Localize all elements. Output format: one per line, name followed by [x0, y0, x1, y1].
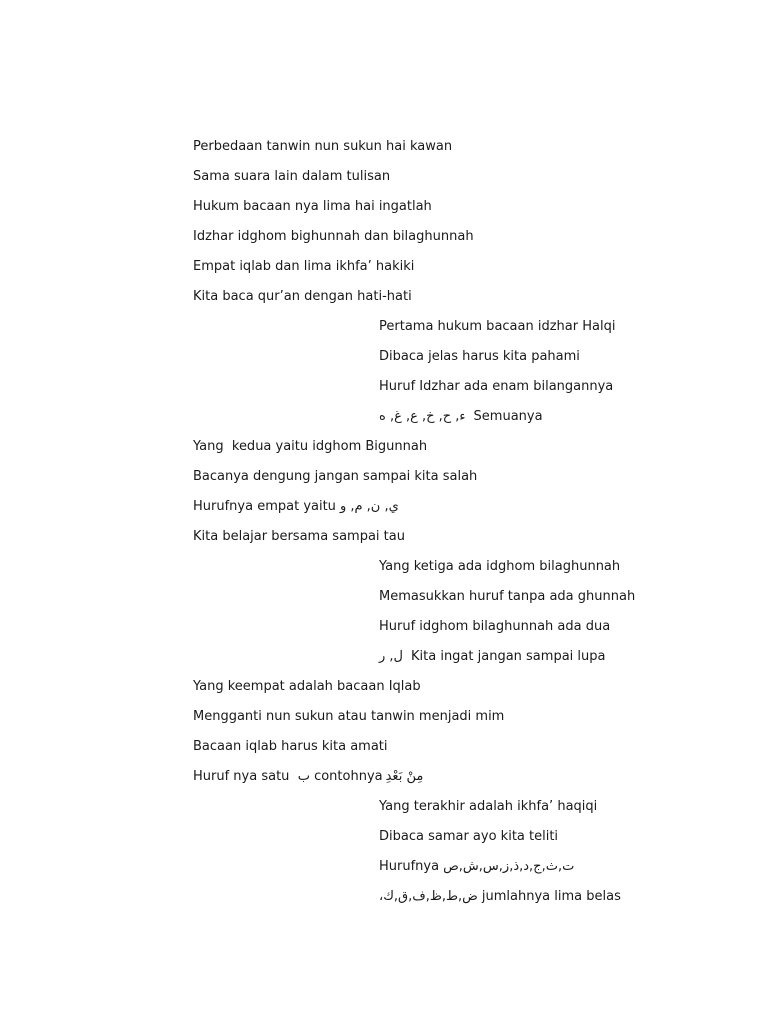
lyric-line — [0, 737, 768, 767]
lyric-line — [0, 227, 768, 257]
line-text: Bacaan iqlab harus kita amati — [193, 739, 388, 754]
line-text: Sama suara lain dalam tulisan — [193, 169, 391, 184]
line-text: Huruf Idzhar ada enam bilangannya — [379, 379, 614, 394]
lyric-line — [0, 707, 768, 737]
arabic-letters: ل, ر — [379, 649, 403, 664]
lyric-line — [0, 377, 768, 407]
line-text: Dibaca jelas harus kita pahami — [379, 349, 580, 364]
line-text: Yang kedua yaitu idghom Bigunnah — [193, 439, 428, 454]
line-text: jumlahnya lima belas — [481, 889, 621, 904]
lyric-line — [0, 407, 768, 437]
lyric-line — [0, 437, 768, 467]
line-text: Semuanya — [473, 409, 543, 424]
line-text: Yang terakhir adalah ikhfa’ haqiqi — [379, 799, 598, 814]
line-text: Yang ketiga ada idghom bilaghunnah — [379, 559, 621, 574]
line-text: Pertama hukum bacaan idzhar Halqi — [379, 319, 616, 334]
lyric-line — [0, 527, 768, 557]
lyric-line — [0, 827, 768, 857]
lyric-line — [0, 647, 768, 677]
lyric-line — [0, 317, 768, 347]
line-text: Yang keempat adalah bacaan Iqlab — [193, 679, 421, 694]
lyrics-body — [0, 137, 768, 917]
lyric-line — [0, 167, 768, 197]
line-text: Mengganti nun sukun atau tanwin menjadi mim — [193, 709, 505, 724]
lyric-line — [0, 257, 768, 287]
line-text: Huruf nya satu ب contohnya — [193, 769, 383, 784]
arabic-letters: ض,ط,ظ,ف,ق,ك، — [379, 889, 478, 904]
line-text: Kita ingat jangan sampai lupa — [411, 649, 606, 664]
line-text: Memasukkan huruf tanpa ada ghunnah — [379, 589, 636, 604]
line-text: Kita baca qur’an dengan hati-hati — [193, 289, 412, 304]
line-text: Idzhar idghom bighunnah dan bilaghunnah — [193, 229, 474, 244]
line-text: Bacanya dengung jangan sampai kita salah — [193, 469, 478, 484]
line-text: Huruf idghom bilaghunnah ada dua — [379, 619, 611, 634]
lyric-line — [0, 137, 768, 167]
line-text: Kita belajar bersama sampai tau — [193, 529, 405, 544]
lyric-line — [0, 797, 768, 827]
lyric-line — [0, 287, 768, 317]
line-text: Hurufnya empat yaitu — [193, 499, 336, 514]
arabic-letters: ت,ث,ج,د,ذ,ز,س,ش,ص — [443, 859, 575, 874]
lyric-line — [0, 677, 768, 707]
lyric-line — [0, 497, 768, 527]
lyric-line — [0, 347, 768, 377]
arabic-letters: ي, ن, م, و — [339, 499, 399, 514]
line-text: Perbedaan tanwin nun sukun hai kawan — [193, 139, 453, 154]
line-text: Dibaca samar ayo kita teliti — [379, 829, 559, 844]
lyric-line — [0, 857, 768, 887]
lyric-line — [0, 557, 768, 587]
lyric-line — [0, 467, 768, 497]
arabic-letters: ء, ح, خ, ع, غ, ه — [379, 409, 466, 424]
lyric-line — [0, 617, 768, 647]
lyric-line — [0, 887, 768, 917]
lyric-line — [0, 767, 768, 797]
lyric-line — [0, 197, 768, 227]
line-text: Hurufnya — [379, 859, 440, 874]
arabic-example: مِنْ بَعْدِ — [385, 769, 424, 784]
line-text: Empat iqlab dan lima ikhfa’ hakiki — [193, 259, 415, 274]
lyric-line — [0, 587, 768, 617]
line-text: Hukum bacaan nya lima hai ingatlah — [193, 199, 432, 214]
